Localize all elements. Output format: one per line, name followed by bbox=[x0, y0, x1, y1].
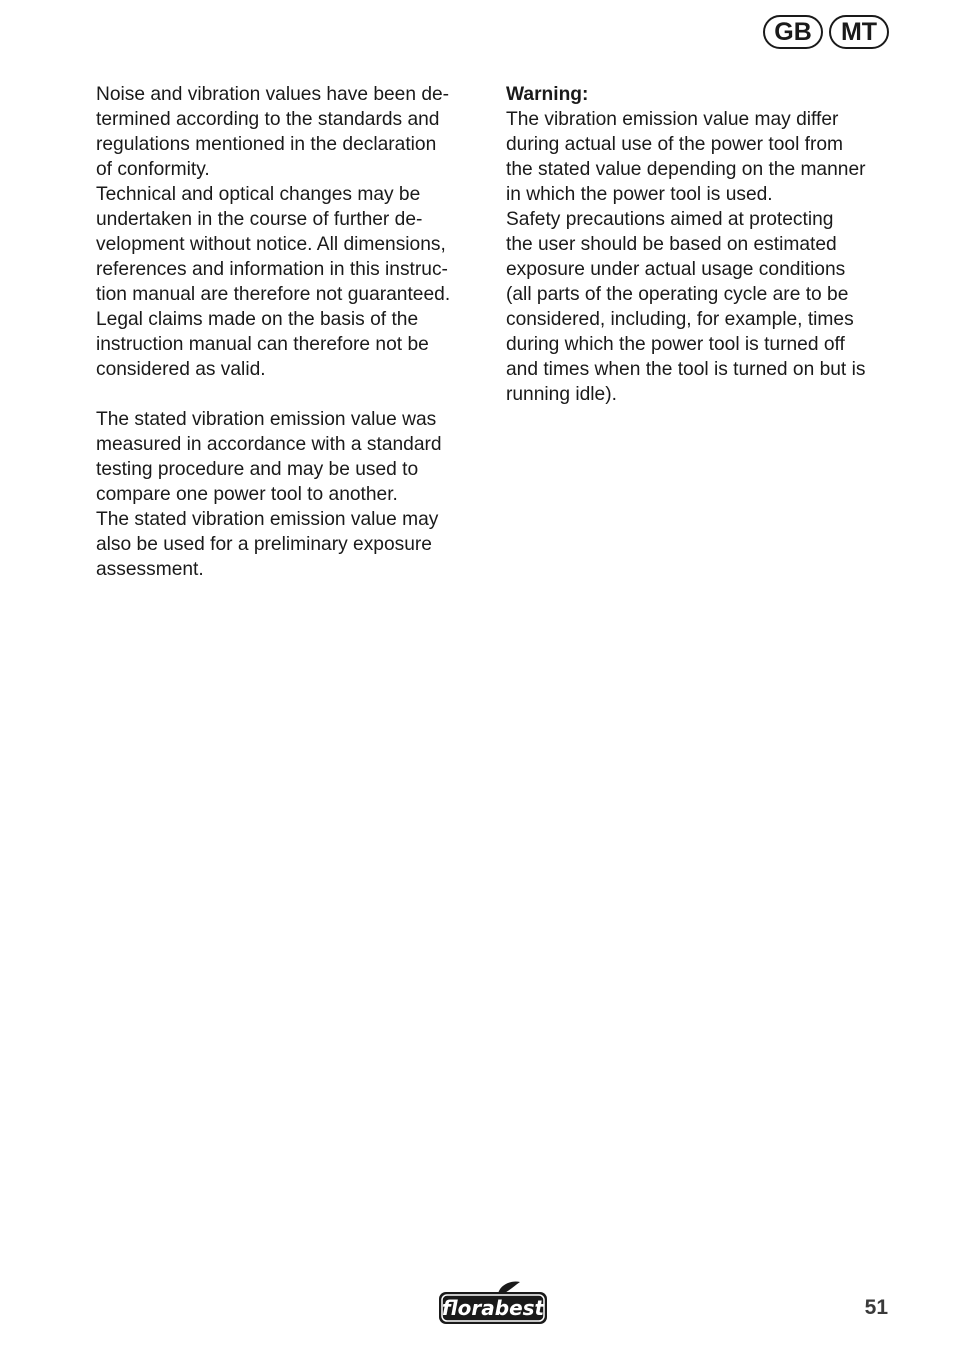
text-line: exposure under actual usage conditions bbox=[506, 259, 846, 280]
paragraph-conformity-and-changes bbox=[96, 82, 478, 382]
text-line: The vibration emission value may differ bbox=[506, 109, 839, 130]
text-line: and times when the tool is turned on but is bbox=[506, 359, 866, 380]
text-line: Technical and optical changes may be bbox=[96, 184, 421, 205]
text-line: testing procedure and may be used to bbox=[96, 459, 419, 480]
text-line: measured in accordance with a standard bbox=[96, 434, 442, 455]
text-line: (all parts of the operating cycle are to be bbox=[506, 284, 849, 305]
right-column bbox=[506, 82, 894, 407]
text-line: Noise and vibration values have been de- bbox=[96, 84, 450, 105]
text-line: references and information in this instruc- bbox=[96, 259, 448, 280]
text-line: running idle). bbox=[506, 384, 617, 405]
text-line: the stated value depending on the manner bbox=[506, 159, 866, 180]
text-line: velopment without notice. All dimensions, bbox=[96, 234, 446, 255]
text-line: of conformity. bbox=[96, 159, 210, 180]
language-badges bbox=[763, 15, 889, 49]
paragraph-warning bbox=[506, 107, 894, 407]
text-line: Legal claims made on the basis of the bbox=[96, 309, 419, 330]
text-line: instruction manual can therefore not be bbox=[96, 334, 429, 355]
warning-heading: Warning: bbox=[506, 84, 589, 105]
language-badge-gb: GB bbox=[763, 15, 823, 49]
text-line: during actual use of the power tool from bbox=[506, 134, 844, 155]
paragraph-spacer bbox=[96, 382, 478, 407]
florabest-logo bbox=[438, 1280, 548, 1326]
text-line: Safety precautions aimed at protecting bbox=[506, 209, 834, 230]
text-line: considered, including, for example, times bbox=[506, 309, 854, 330]
text-line: the user should be based on estimated bbox=[506, 234, 837, 255]
text-line: also be used for a preliminary exposure bbox=[96, 534, 432, 555]
text-line: assessment. bbox=[96, 559, 204, 580]
text-line: regulations mentioned in the declaration bbox=[96, 134, 437, 155]
text-line: tion manual are therefore not guaranteed. bbox=[96, 284, 451, 305]
logo-wordmark: florabest bbox=[441, 1296, 545, 1320]
text-line: during which the power tool is turned off bbox=[506, 334, 845, 355]
text-line: The stated vibration emission value may bbox=[96, 509, 439, 530]
language-badge-mt: MT bbox=[829, 15, 889, 49]
text-line: in which the power tool is used. bbox=[506, 184, 773, 205]
text-line: The stated vibration emission value was bbox=[96, 409, 437, 430]
page-number: 51 bbox=[864, 1296, 888, 1319]
text-line: termined according to the standards and bbox=[96, 109, 440, 130]
text-line: considered as valid. bbox=[96, 359, 266, 380]
text-line: compare one power tool to another. bbox=[96, 484, 398, 505]
text-line: undertaken in the course of further de- bbox=[96, 209, 423, 230]
paragraph-vibration-emission bbox=[96, 407, 478, 582]
left-column bbox=[96, 82, 478, 582]
